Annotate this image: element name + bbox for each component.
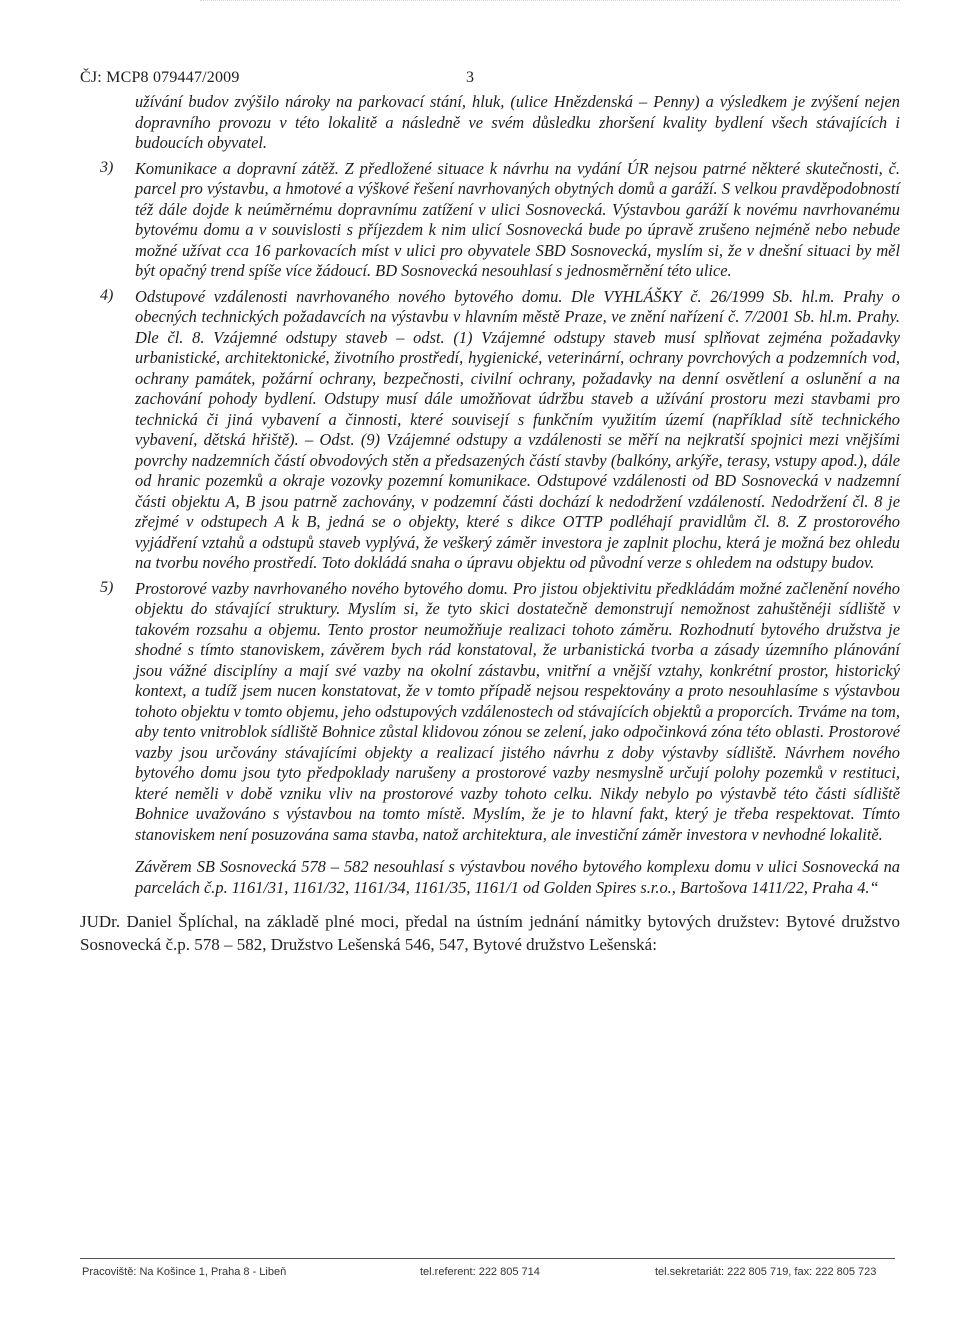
footer-secretariat-phone: tel.sekretariát: 222 805 719, fax: 222 805 723 <box>655 1266 877 1278</box>
scan-top-noise <box>200 0 900 9</box>
item-text: Komunikace a dopravní zátěž. Z předložené situace k návrhu na vydání ÚR nejsou patrné některé skutečnosti, č. parcel pro výstavbu, a hmotové a výškové řešení navrhovaných obytných domů a garáží. S velkou pravděpodobností též dále dojde k neúměrnému dopravnímu zatížení v ulici Sosnovecká. Výstavbou garáží k novému navrhovanému bytovému domu a v souvislosti s příjezdem k nim ulicí Sosnovecká bude po úpravě zrušeno nejméně nebo nebude možné užívat cca 16 parkovacích míst v ulici pro obyvatele SBD Sosnovecká, myslím si, že v dnešní situaci by měl být opačný trend spíše více žádoucí. BD Sosnovecká nesouhlasí s jednosměrnění této ulice. <box>135 158 900 280</box>
list-item-5 <box>100 578 900 846</box>
item-text: Prostorové vazby navrhovaného nového bytového domu. Pro jistou objektivitu předkládám možné začlenění nového objektu do stávající struktury. Myslím si, že tyto skici dostatečně demonstrují nemožnost zahuštěnéji sídliště v takovém rozsahu a objemu. Tento prostor neumožňuje realizaci tohoto záměru. Rozhodnutí bytového družstva je shodné s tímto stanoviskem, závěrem bych rád konstatoval, že urbanistická tvorba a zásady územního plánování jsou vážné disciplíny a mají své vazby na okolní zástavbu, vnitřní a vnější vztahy, konkrétní prostor, historický kontext, a tudíž jsem nucen konstatovat, že v tomto případě nejsou respektovány a proto nesouhlasíme s výstavbou tohoto objektu v tomto objemu, jeho odstupových vzdálenostech od stávajících objektů a proporcích. Trváme na tom, aby tento vnitroblok sídliště Bohnice zůstal klidovou zónou se zelení, jako odpočinková zóna této oblasti. Prostorové vazby jsou určovány stávajícími objekty a realizací jistého návrhu z doby výstavby sídliště. Návrhem nového bytového domu jsou tyto předpoklady narušeny a prostorové vazby nesmyslně určují polohy pozemků v restituci, které neměli v době vzniku vliv na prostorové vazby tohoto celku. Nikdy nebylo po výstavbě této části sídliště Bohnice uvažováno s výstavbou na tomto místě. Myslím, že je to hlavní fakt, který je třeba respektovat. Tímto stanoviskem není posuzována sama stavba, natož architektura, ale investiční záměr investora v nevhodné lokalitě. <box>135 578 900 844</box>
item-number: 3) <box>100 158 114 176</box>
list-item-3 <box>100 158 900 282</box>
page-number: 3 <box>466 69 474 86</box>
footer-referent-phone: tel.referent: 222 805 714 <box>420 1266 540 1278</box>
document-reference: ČJ: MCP8 079447/2009 <box>80 69 240 86</box>
item-text: Odstupové vzdálenosti navrhovaného nového bytového domu. Dle VYHLÁŠKY č. 26/1999 Sb. hl.m. Prahy o obecných technických požadavcích na výstavbu v hlavním městě Praze, ve znění nařízení č. 7/2001 Sb. hl.m. Prahy. Dle čl. 8. Vzájemné odstupy staveb – odst. (1) Vzájemné odstupy staveb musí splňovat zejména požadavky urbanistické, architektonické, životního prostředí, hygienické, veterinární, ochrany povrchových a podzemních vod, ochrany památek, požární ochrany, bezpečnosti, civilní ochrany, požadavky na denní osvětlení a oslunění a na zachování pohody bydlení. Odstupy musí dále umožňovat údržbu staveb a užívání prostoru mezi stavbami pro technická či jiná vybavení a činnosti, které souvisejí s funkčním využitím území (například sítě technického vybavení, dětská hřiště). – Odst. (9) Vzájemné odstupy a vzdálenosti se měří na nejkratší spojnici mezi vnějšími povrchy nadzemních částí obvodových stěn a předsazených částí stavby (balkóny, arkýře, terasy, vstupy apod.), dále od hranic pozemků a okraje vozovky pozemní komunikace. Odstupové vzdálenosti od BD Sosnovecká v nadzemní části objektu A, B jsou patrně zachovány, v podzemní části dochází k nedodržení vzdáleností. Nedodržení čl. 8 je zřejmé v odstupech A k B, jedná se o objekty, které s dikce OTTP podléhají pravidlům čl. 8. Z prostorového vyjádření vztahů a odstupů staveb vyplývá, že veškerý záměr investora je zaplnit plochu, která je možná bez ohledu na tvorbu nového prostředí. Toto dokládá snaha o úpravu objektu od původní verze s ohledem na odstupy budov. <box>135 286 900 572</box>
document-body <box>80 92 900 956</box>
footer-workplace: Pracoviště: Na Košince 1, Praha 8 - Libeň <box>82 1266 287 1278</box>
list-item-4 <box>100 286 900 574</box>
intro-paragraph: užívání budov zvýšilo nároky na parkovací stání, hluk, (ulice Hnězdenská – Penny) a výsledkem je zvýšení nejen dopravního provozu v této lokalitě a následně ve svém důsledku zhoršení kvality bydlení všech stávajících i budoucích obyvatel. <box>135 92 900 152</box>
footer-divider <box>80 1258 895 1259</box>
item-number: 4) <box>100 286 114 304</box>
judr-paragraph: JUDr. Daniel Šplíchal, na základě plné moci, předal na ústním jednání námitky bytových družstev: Bytové družstvo Sosnovecká č.p. 578 – 582, Družstvo Lešenská 546, 547, Bytové družstvo Lešenská: <box>80 912 900 954</box>
item-number: 5) <box>100 578 114 596</box>
closing-paragraph: Závěrem SB Sosnovecká 578 – 582 nesouhlasí s výstavbou nového bytového komplexu domu v ulici Sosnovecká na parcelách č.p. 1161/31, 1161/32, 1161/34, 1161/35, 1161/1 od Golden Spires s.r.o., Bartošova 1411/22, Praha 4.“ <box>135 857 900 897</box>
